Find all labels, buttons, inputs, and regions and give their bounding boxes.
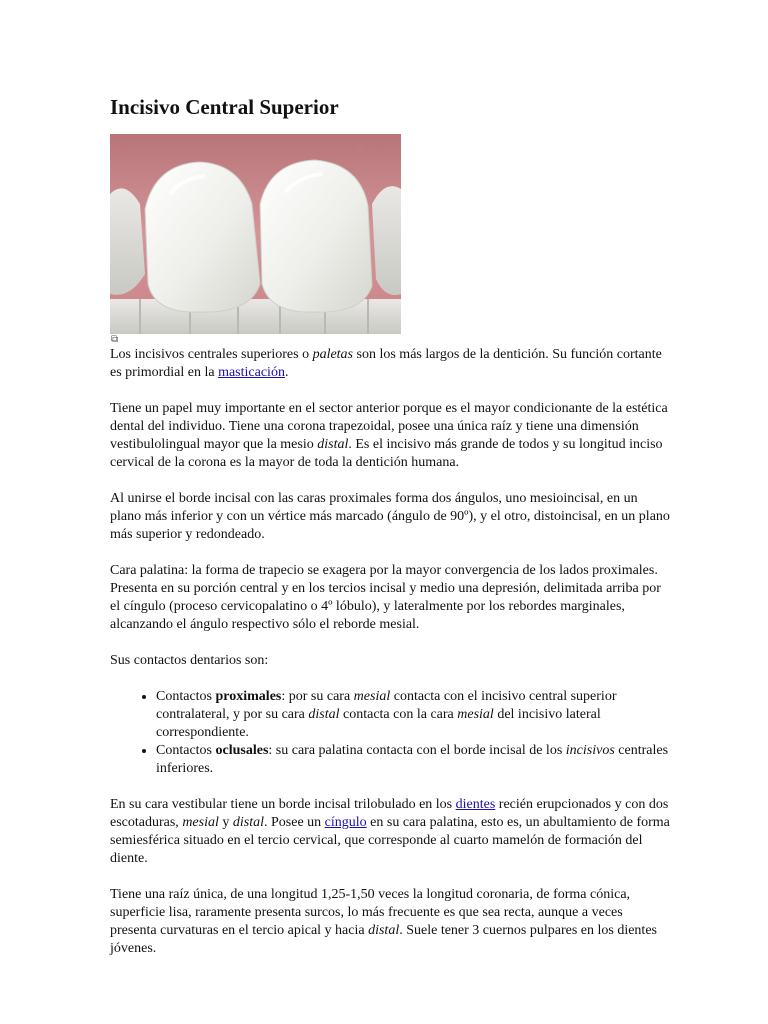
text-run: : por su cara <box>281 689 354 704</box>
text-run: del incisivo lateral correspondiente. <box>156 707 601 740</box>
contacts-list <box>110 688 670 778</box>
text-run: Los incisivos centrales superiores o <box>110 347 313 362</box>
paragraph-2 <box>110 400 670 472</box>
text-run: Tiene un papel muy importante en el sector anterior porque es el mayor condicionante de la estética dental del individuo. Tiene una corona trapezoidal, posee una única raíz y tiene una dimensión vestibulolingual mayor que la mesio <box>110 401 668 452</box>
italic-text: distal <box>308 707 340 722</box>
bold-text: oclusales <box>215 743 269 758</box>
dientes-link[interactable]: dientes <box>455 797 496 812</box>
list-item <box>156 688 670 742</box>
paragraph-3: Al unirse el borde incisal con las caras proximales forma dos ángulos, uno mesioincisal, en un plano más inferior y con un vértice más marcado (ángulo de 90º), y el otro, distoincisal, en un plano más superior y redondeado. <box>110 491 670 542</box>
teeth-photo <box>110 134 401 334</box>
text-run: contacta con la cara <box>339 707 458 722</box>
list-item <box>156 742 670 778</box>
cingulo-link[interactable]: cíngulo <box>324 815 367 830</box>
text-run: contacta con el incisivo central superior contralateral, y por su cara <box>156 689 617 722</box>
bold-text: proximales <box>215 689 282 704</box>
text-run: En su cara vestibular tiene un borde incisal trilobulado en los <box>110 797 456 812</box>
text-run: en su cara palatina, esto es, un abultamiento de forma semiesférica situado en el tercio cervical, que corresponde al cuarto mamelón de formación del diente. <box>110 815 670 866</box>
text-run: . Posee un <box>264 815 325 830</box>
document-content <box>110 94 670 976</box>
text-run: Tiene una raíz única, de una longitud 1,25-1,50 veces la longitud coronaria, de forma cónica, superficie lisa, raramente presenta surcos, lo más frecuente es que sea recta, aunque a veces presenta curvaturas en el tercio apical y hacia <box>110 887 631 938</box>
page-title: Incisivo Central Superior <box>110 95 339 119</box>
italic-text: paletas <box>312 347 354 362</box>
italic-text: mesial <box>182 815 219 830</box>
paragraph-7 <box>110 886 670 958</box>
text-run: recién erupcionados y con dos escotaduras, <box>110 797 669 830</box>
masticacion-link[interactable]: masticación <box>218 365 285 380</box>
text-run: . Suele tener 3 cuernos pulpares en los dientes jóvenes. <box>110 923 657 956</box>
text-run: y <box>218 815 233 830</box>
text-run: Contactos <box>156 689 216 704</box>
italic-text: distal <box>368 923 400 938</box>
italic-text: incisivos <box>565 743 615 758</box>
text-run: centrales inferiores. <box>156 743 669 776</box>
teeth-illustration <box>110 134 401 334</box>
paragraph-6 <box>110 796 670 868</box>
text-run: son los más largos de la dentición. Su función cortante es primordial en la <box>110 347 662 380</box>
italic-text: distal <box>317 437 349 452</box>
italic-text: distal <box>232 815 264 830</box>
paragraph-1 <box>110 346 670 382</box>
text-run: . Es el incisivo más grande de todos y su longitud inciso cervical de la corona es la mayor de toda la dentición humana. <box>110 437 663 470</box>
text-run: : su cara palatina contacta con el borde incisal de los <box>268 743 566 758</box>
paragraph-5: Sus contactos dentarios son: <box>110 653 269 668</box>
italic-text: mesial <box>457 707 494 722</box>
image-placeholder-icon[interactable]: ⧉ <box>111 334 119 345</box>
text-run: . <box>284 365 289 380</box>
text-run: Contactos <box>156 743 216 758</box>
italic-text: mesial <box>353 689 391 704</box>
paragraph-4: Cara palatina: la forma de trapecio se exagera por la mayor convergencia de los lados proximales. Presenta en su porción central y en los tercios incisal y medio una depresión, delimitada arriba por el cíngulo (proceso cervicopalatino o 4º lóbulo), y lateralmente por los rebordes marginales, alcanzando el ángulo respectivo sólo el reborde mesial. <box>110 563 661 632</box>
